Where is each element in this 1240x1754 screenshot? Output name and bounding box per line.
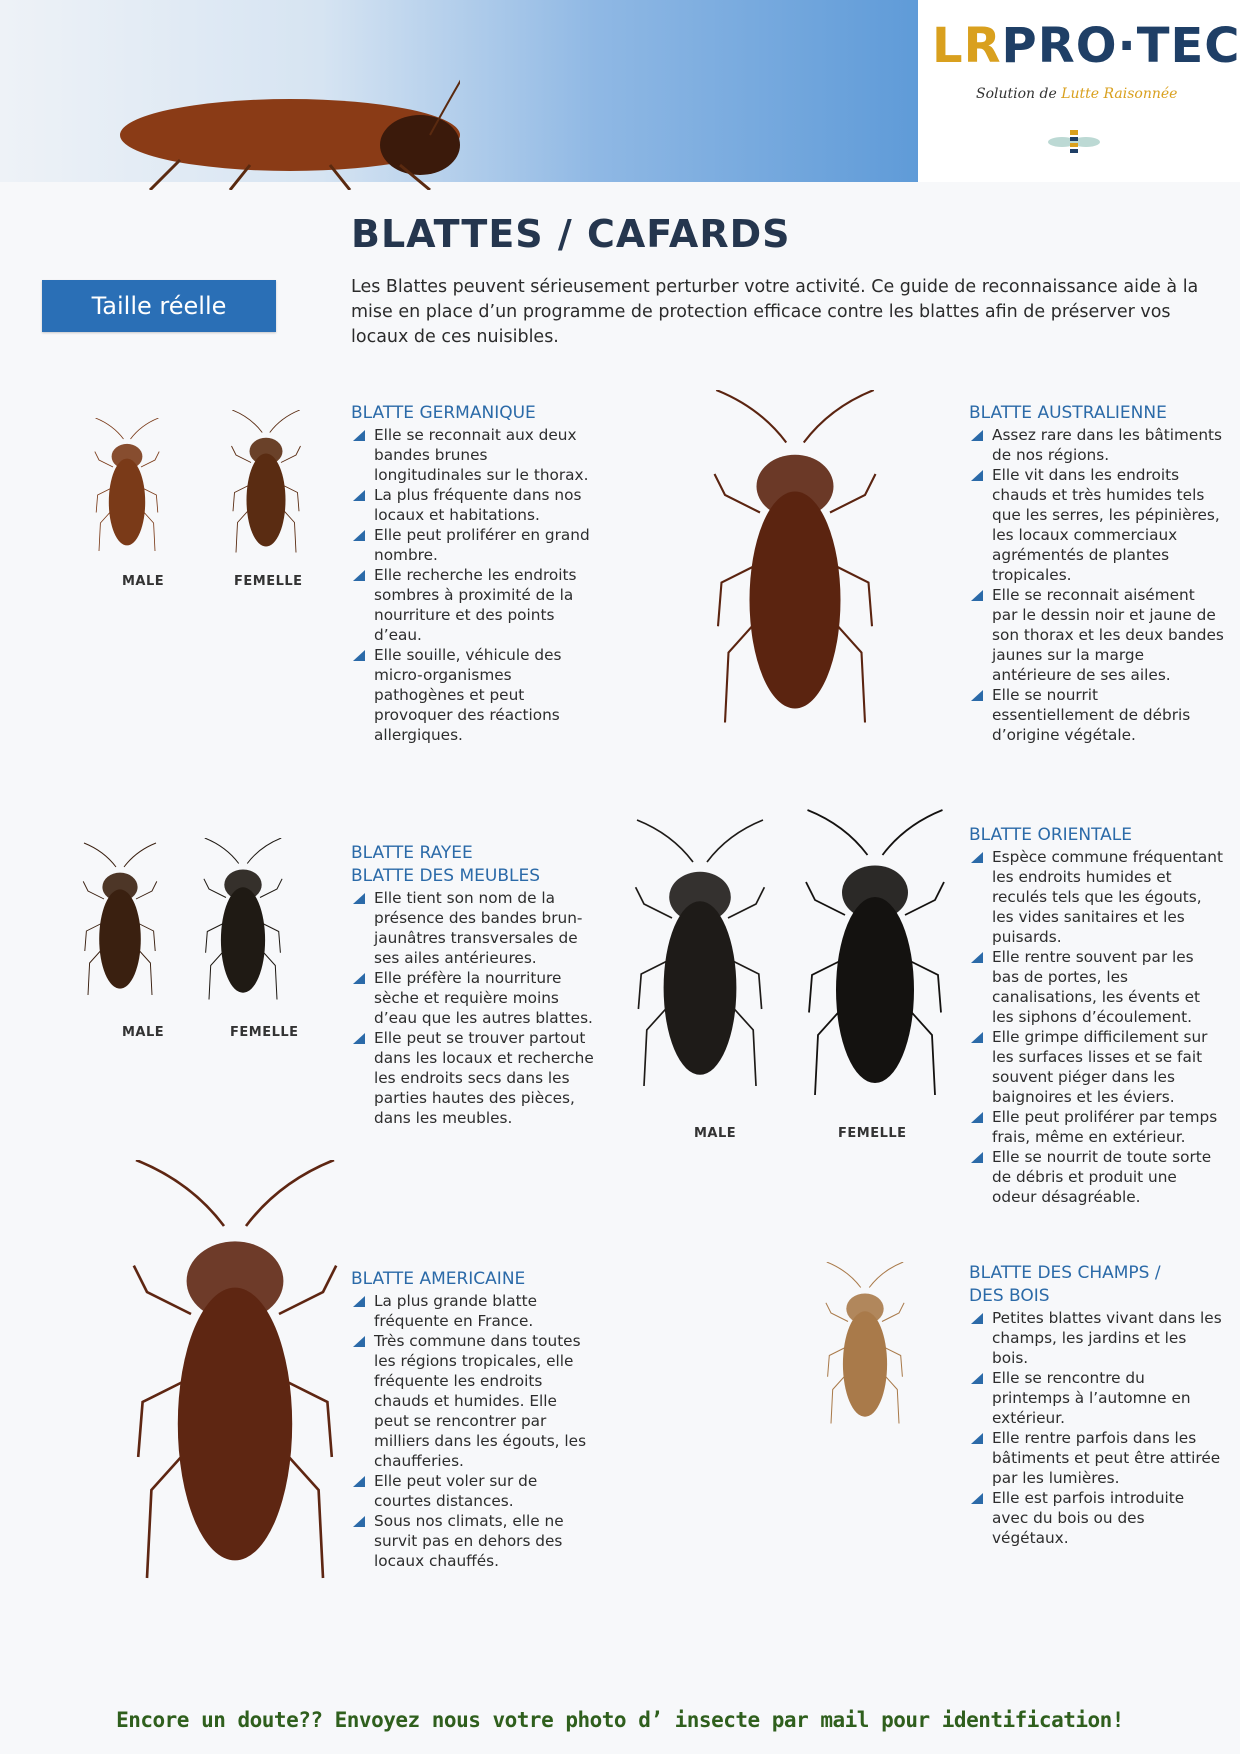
list-item: Elle rentre parfois dans les bâtiments et peut être attirée par les lumières. <box>969 1428 1224 1488</box>
section-rayee <box>351 842 596 1128</box>
brownbanded-female-image <box>198 838 288 1008</box>
list-item: Elle vit dans les endroits chauds et très humides tels que les serres, les pépinières, les locaux commerciaux agrémentés de plantes tropicales. <box>969 465 1224 585</box>
oriental-female-image <box>800 800 950 1120</box>
list-item: Elle tient son nom de la présence des bandes brun-jaunâtres transversales de ses ailes antérieures. <box>351 888 596 968</box>
bullet-list <box>351 425 591 745</box>
label-female: FEMELLE <box>234 574 303 589</box>
label-female: FEMELLE <box>838 1126 907 1141</box>
list-item: Elle se reconnait aisément par le dessin noir et jaune de son thorax et les deux bandes jaunes sur la marge antérieure de ses ailes. <box>969 585 1224 685</box>
list-item: Elle préfère la nourriture sèche et requière moins d’eau que les autres blattes. <box>351 968 596 1028</box>
label-male: MALE <box>122 574 165 589</box>
list-item: Petites blattes vivant dans les champs, les jardins et les bois. <box>969 1308 1224 1368</box>
list-item: Elle se reconnait aux deux bandes brunes longitudinales sur le thorax. <box>351 425 591 485</box>
list-item: Elle se nourrit essentiellement de débris d’origine végétale. <box>969 685 1224 745</box>
section-title: BLATTE GERMANIQUE <box>351 403 536 423</box>
section-title: BLATTE DES CHAMPS / <box>969 1263 1161 1283</box>
bee-icon <box>1046 126 1102 156</box>
list-item: Elle souille, véhicule des micro-organismes pathogènes et peut provoquer des réactions allergiques. <box>351 645 591 745</box>
section-americaine <box>351 1268 596 1571</box>
section-subtitle: DES BOIS <box>969 1286 1050 1306</box>
list-item: La plus grande blatte fréquente en France. <box>351 1291 596 1331</box>
section-subtitle: BLATTE DES MEUBLES <box>351 866 540 886</box>
bullet-list <box>351 1291 596 1571</box>
cockroach-photo <box>100 40 460 190</box>
list-item: Elle recherche les endroits sombres à proximité de la nourriture et des points d’eau. <box>351 565 591 645</box>
header-banner <box>0 0 918 182</box>
oriental-male-image <box>630 800 770 1120</box>
field-roach-image <box>815 1262 915 1432</box>
list-item: Elle se nourrit de toute sorte de débris et produit une odeur désagréable. <box>969 1147 1224 1207</box>
german-female-image <box>226 410 306 560</box>
section-title: BLATTE RAYEE <box>351 843 473 863</box>
brownbanded-male-image <box>80 838 160 1008</box>
list-item: Elle peut se trouver partout dans les locaux et recherche les endroits secs dans les parties hautes des pièces, dans les meubles. <box>351 1028 596 1128</box>
list-item: Très commune dans toutes les régions tropicales, elle fréquente les endroits chauds et humides. Elle peut se rencontrer par milliers dans les égouts, les chaufferies. <box>351 1331 596 1471</box>
footer-cta: Encore un doute?? Envoyez nous votre photo d’ insecte par mail pour identification! <box>116 1708 1124 1732</box>
list-item: Assez rare dans les bâtiments de nos régions. <box>969 425 1224 465</box>
australian-roach-image <box>690 390 900 740</box>
intro-text: Les Blattes peuvent sérieusement perturber votre activité. Ce guide de reconnaissance aide à la mise en place d’un programme de protection efficace contre les blattes afin de préserver vos locaux de ces nuisibles. <box>351 277 1199 347</box>
logo-tagline: Solution de Lutte Raisonnée <box>976 86 1178 102</box>
section-title: BLATTE AMERICAINE <box>351 1269 526 1289</box>
actual-size-button[interactable]: Taille réelle <box>42 280 276 332</box>
list-item: Elle est parfois introduite avec du bois ou des végétaux. <box>969 1488 1224 1548</box>
list-item: La plus fréquente dans nos locaux et habitations. <box>351 485 591 525</box>
section-australienne <box>969 402 1224 745</box>
list-item: Elle grimpe difficilement sur les surfaces lisses et se fait souvent piéger dans les baignoires et les éviers. <box>969 1027 1224 1107</box>
section-germanique <box>351 402 591 745</box>
label-male: MALE <box>694 1126 737 1141</box>
list-item: Elle peut proliférer par temps frais, même en extérieur. <box>969 1107 1224 1147</box>
section-title: BLATTE ORIENTALE <box>969 825 1133 845</box>
list-item: Elle peut proliférer en grand nombre. <box>351 525 591 565</box>
section-champs <box>969 1262 1224 1548</box>
american-roach-image <box>120 1160 350 1600</box>
bullet-list <box>969 847 1224 1207</box>
list-item: Elle rentre souvent par les bas de portes, les canalisations, les évents et les siphons d’écoulement. <box>969 947 1224 1027</box>
bullet-list <box>969 1308 1224 1548</box>
list-item: Espèce commune fréquentant les endroits humides et reculés tels que les égouts, les vides sanitaires et les puisards. <box>969 847 1224 947</box>
bullet-list <box>969 425 1224 745</box>
label-female: FEMELLE <box>230 1025 299 1040</box>
german-male-image <box>92 418 162 558</box>
section-orientale <box>969 824 1224 1207</box>
page-title: BLATTES / CAFARDS <box>351 212 791 256</box>
list-item: Sous nos climats, elle ne survit pas en dehors des locaux chauffés. <box>351 1511 596 1571</box>
logo-wordmark: LRPRO·TEC <box>932 18 1240 74</box>
list-item: Elle peut voler sur de courtes distances. <box>351 1471 596 1511</box>
bullet-list <box>351 888 596 1128</box>
label-male: MALE <box>122 1025 165 1040</box>
section-title: BLATTE AUSTRALIENNE <box>969 403 1167 423</box>
logo <box>918 0 1240 182</box>
list-item: Elle se rencontre du printemps à l’automne en extérieur. <box>969 1368 1224 1428</box>
